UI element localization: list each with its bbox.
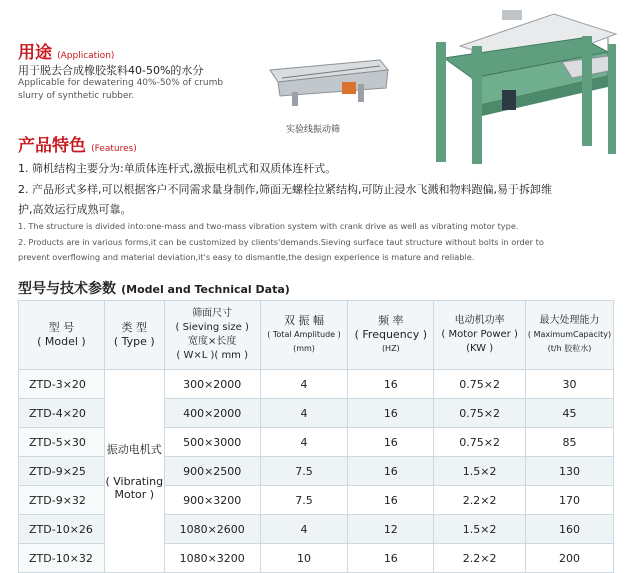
header-model: 型 号 ( Model ) (19, 301, 105, 370)
cell-frequency: 16 (348, 428, 434, 457)
header-sieving-size: 筛面尺寸 ( Sieving size ) 宽度×长度 ( W×L )( mm ) (164, 301, 260, 370)
cell-motor-power: 0.75×2 (434, 428, 526, 457)
application-text-en-2: slurry of synthetic rubber. (18, 91, 135, 101)
application-title-cn: 用途 (18, 43, 52, 63)
type-en: ( Vibrating Motor ) (105, 475, 164, 501)
cell-frequency: 16 (348, 457, 434, 486)
features-title-cn: 产品特色 (18, 136, 86, 156)
cell-motor-power: 0.75×2 (434, 370, 526, 399)
feature-cn-1: 1. 筛机结构主要分为:单质体连杆式,激振电机式和双质体连杆式。 (18, 162, 337, 175)
spec-table (18, 300, 614, 573)
cell-motor-power: 2.2×2 (434, 486, 526, 515)
cell-capacity: 160 (526, 515, 614, 544)
cell-motor-power: 2.2×2 (434, 544, 526, 573)
header-capacity: 最大处理能力 ( MaximumCapacity) (t/h 胶粒水) (526, 301, 614, 370)
cell-amplitude: 7.5 (260, 457, 348, 486)
cell-capacity: 45 (526, 399, 614, 428)
cell-frequency: 16 (348, 486, 434, 515)
vibrating-screen-image (432, 6, 624, 164)
header-frequency: 频 率 ( Frequency ) (HZ) (348, 301, 434, 370)
features-title-en: (Features) (91, 144, 137, 154)
feature-en-2: 2. Products are in various forms,it can be customized by clients'demands.Sieving surface taut structure without bolts in order to (18, 237, 544, 247)
cell-capacity: 85 (526, 428, 614, 457)
header-type: 类 型 ( Type ) (104, 301, 164, 370)
features-heading (18, 131, 137, 156)
cell-model: ZTD-9×25 (19, 457, 105, 486)
header-motor-power: 电动机功率 ( Motor Power ) (KW ) (434, 301, 526, 370)
cell-type (104, 370, 164, 573)
cell-capacity: 170 (526, 486, 614, 515)
cell-sieving-size: 400×2000 (164, 399, 260, 428)
cell-capacity: 30 (526, 370, 614, 399)
feature-cn-2: 2. 产品形式多样,可以根据客户不同需求量身制作,筛面无螺栓拉紧结构,可防止浸水飞溅和物料跑偏,易于拆卸维 (18, 183, 552, 196)
cell-sieving-size: 300×2000 (164, 370, 260, 399)
cell-amplitude: 10 (260, 544, 348, 573)
cell-model: ZTD-3×20 (19, 370, 105, 399)
type-cn: 振动电机式 (106, 443, 162, 456)
application-heading (18, 38, 114, 63)
header-amplitude: 双 振 幅 ( Total Amplitude ) (mm) (260, 301, 348, 370)
application-text-cn: 用于脱去合成橡胶浆料40-50%的水分 (18, 64, 204, 77)
cell-capacity: 130 (526, 457, 614, 486)
feature-en-1: 1. The structure is divided into:one-mass and two-mass vibration system with crank drive as well as vibrating motor type. (18, 221, 519, 231)
image-caption: 实验线振动筛 (286, 125, 341, 135)
feature-cn-3: 护,高效运行成熟可靠。 (18, 203, 132, 216)
cell-model: ZTD-5×30 (19, 428, 105, 457)
cell-capacity: 200 (526, 544, 614, 573)
cell-motor-power: 0.75×2 (434, 399, 526, 428)
cell-model: ZTD-10×26 (19, 515, 105, 544)
cell-amplitude: 4 (260, 399, 348, 428)
feature-en-3: prevent overflowing and material deviation,it's easy to dismantle,the design experience is mature and reliable. (18, 252, 475, 262)
cell-model: ZTD-9×32 (19, 486, 105, 515)
cell-amplitude: 4 (260, 428, 348, 457)
lab-sieve-image (262, 52, 392, 112)
cell-amplitude: 4 (260, 370, 348, 399)
table-row (19, 370, 614, 399)
table-heading (18, 278, 290, 298)
cell-motor-power: 1.5×2 (434, 515, 526, 544)
application-text-en-1: Applicable for dewatering 40%-50% of crumb (18, 78, 224, 88)
cell-sieving-size: 1080×3200 (164, 544, 260, 573)
cell-frequency: 16 (348, 370, 434, 399)
table-title-en: (Model and Technical Data) (121, 283, 290, 296)
cell-sieving-size: 1080×2600 (164, 515, 260, 544)
cell-model: ZTD-4×20 (19, 399, 105, 428)
cell-frequency: 12 (348, 515, 434, 544)
cell-motor-power: 1.5×2 (434, 457, 526, 486)
cell-frequency: 16 (348, 399, 434, 428)
application-title-en: (Application) (57, 51, 115, 61)
table-title-cn: 型号与技术参数 (18, 281, 116, 297)
cell-sieving-size: 500×3000 (164, 428, 260, 457)
cell-model: ZTD-10×32 (19, 544, 105, 573)
cell-frequency: 16 (348, 544, 434, 573)
table-header-row (19, 301, 614, 370)
cell-amplitude: 7.5 (260, 486, 348, 515)
cell-amplitude: 4 (260, 515, 348, 544)
cell-sieving-size: 900×2500 (164, 457, 260, 486)
cell-sieving-size: 900×3200 (164, 486, 260, 515)
